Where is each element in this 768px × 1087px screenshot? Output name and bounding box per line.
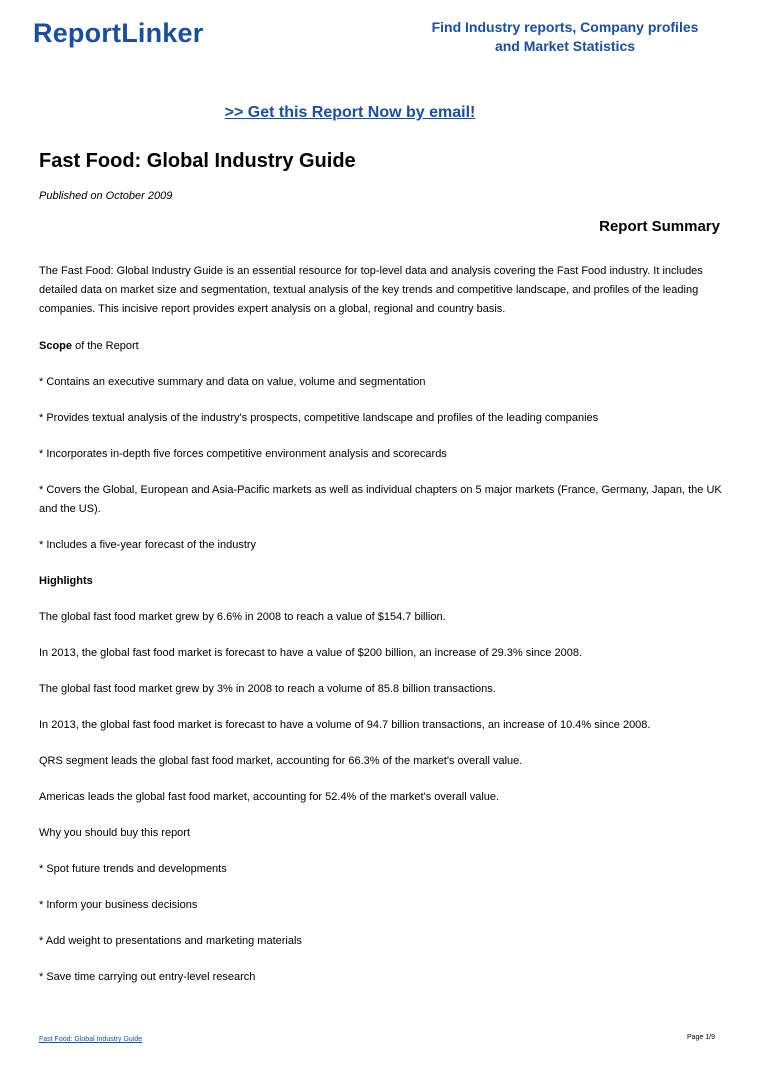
scope-heading [39, 337, 729, 356]
tagline-line-1: Find Industry reports, Company profiles [431, 19, 699, 35]
highlights-bold: Highlights [39, 575, 93, 587]
highlight-item: The global fast food market grew by 3% in 2008 to reach a volume of 85.8 billion transactions. [39, 683, 496, 695]
page-number: Page 1/9 [686, 1034, 715, 1041]
scope-bold: Scope [39, 340, 73, 352]
intro-paragraph: The Fast Food: Global Industry Guide is an essential resource for top-level data and analysis covering the Fast Food industry. It includes detailed data on market size and segmentation, textual analysis of the key trends and competitive landscape, and profiles of the leading companies. This incisive report provides expert analysis on a global, regional and country basis. [39, 265, 703, 315]
highlight-item: The global fast food market grew by 6.6% in 2008 to reach a value of $154.7 billion. [39, 611, 446, 623]
why-item: * Spot future trends and developments [39, 863, 227, 875]
scope-item: * Includes a five-year forecast of the industry [39, 539, 257, 551]
why-item: * Add weight to presentations and marketing materials [39, 935, 302, 947]
report-body [39, 262, 729, 1004]
header-tagline [400, 18, 730, 56]
footer-report-link[interactable]: Fast Food: Global Industry Guide [39, 1036, 143, 1043]
highlight-item: QRS segment leads the global fast food market, accounting for 66.3% of the market's overall value. [39, 755, 523, 767]
scope-item: * Covers the Global, European and Asia-Pacific markets as well as individual chapters on 5 major markets (France, Germany, Japan, the UK and the US). [39, 484, 722, 515]
why-item: * Inform your business decisions [39, 899, 198, 911]
highlights-heading [39, 572, 729, 591]
report-title: Fast Food: Global Industry Guide [39, 150, 356, 172]
why-heading: Why you should buy this report [39, 827, 191, 839]
scope-item: * Provides textual analysis of the industry's prospects, competitive landscape and profiles of the leading companies [39, 412, 599, 424]
tagline-line-2: and Market Statistics [494, 38, 636, 54]
reportlinker-logo[interactable]: ReportLinker [33, 18, 204, 48]
why-item: * Save time carrying out entry-level research [39, 971, 256, 983]
report-summary-heading: Report Summary [599, 218, 720, 235]
scope-item: * Incorporates in-depth five forces competitive environment analysis and scorecards [39, 448, 447, 460]
get-report-email-link[interactable]: >> Get this Report Now by email! [224, 104, 476, 121]
highlight-item: In 2013, the global fast food market is forecast to have a value of $200 billion, an increase of 29.3% since 2008. [39, 647, 583, 659]
scope-rest: of the Report [72, 340, 139, 352]
scope-item: * Contains an executive summary and data on value, volume and segmentation [39, 376, 426, 388]
highlight-item: Americas leads the global fast food market, accounting for 52.4% of the market's overall value. [39, 791, 500, 803]
highlight-item: In 2013, the global fast food market is forecast to have a volume of 94.7 billion transactions, an increase of 10.4% since 2008. [39, 719, 651, 731]
published-date: Published on October 2009 [39, 190, 173, 202]
